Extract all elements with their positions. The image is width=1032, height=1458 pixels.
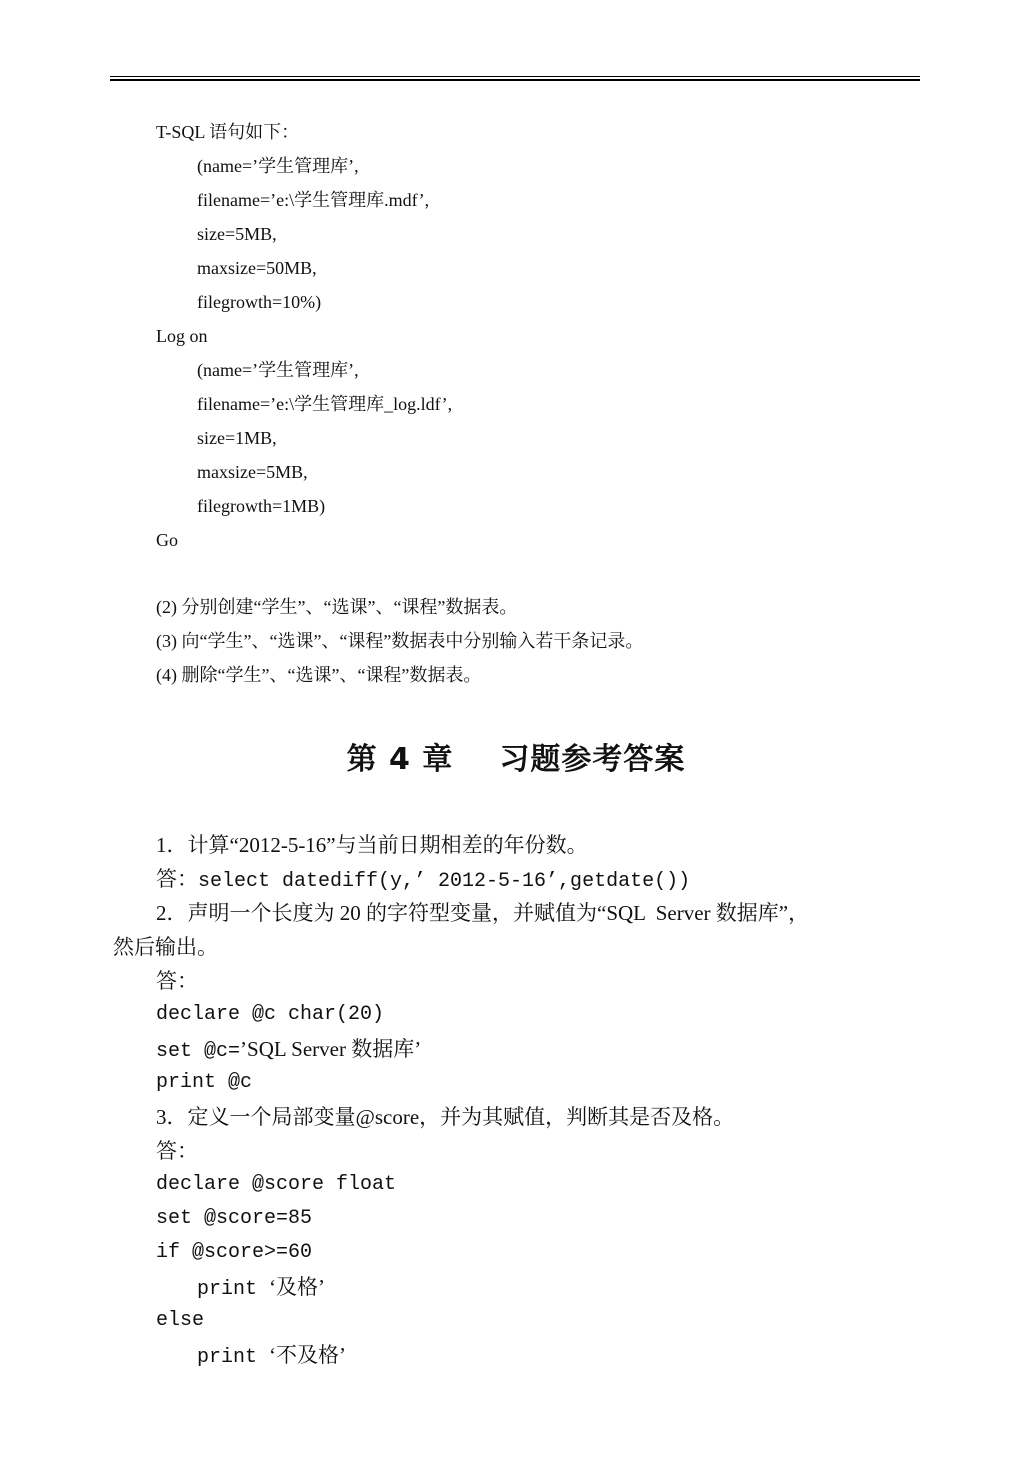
q3-code-else: else [156, 1309, 205, 1332]
q3-code-declare: declare @score float [156, 1173, 397, 1196]
data-file-maxsize: maxsize=50MB, [197, 258, 317, 278]
log-file-name: (name=’学生管理库’, [197, 360, 359, 380]
chapter-title: 习题参考答案 [499, 742, 686, 777]
data-file-size: size=5MB, [197, 224, 277, 244]
log-file-filegrowth: filegrowth=1MB) [197, 496, 326, 516]
log-file-maxsize: maxsize=5MB, [197, 462, 308, 482]
q2-code-set-string: ’SQL Server 数据库’ [240, 1037, 422, 1061]
q3-code-set: set @score=85 [156, 1207, 313, 1230]
q2-code-set [156, 1036, 421, 1065]
q2-code-print: print @c [156, 1071, 253, 1094]
data-file-name: (name=’学生管理库’, [197, 156, 359, 176]
q1-answer-prefix: 答： [156, 867, 198, 891]
chapter-heading [0, 740, 1032, 780]
q3-code-print-pass [197, 1274, 325, 1303]
q3-question: 3．定义一个局部变量@score，并为其赋值，判断其是否及格。 [156, 1105, 735, 1129]
header-rule [110, 76, 920, 81]
log-on-keyword: Log on [156, 326, 208, 346]
tsql-intro: T-SQL 语句如下： [156, 122, 300, 142]
data-file-filename: filename=’e:\学生管理库.mdf’, [197, 190, 430, 210]
q2-code-declare: declare @c char(20) [156, 1003, 385, 1026]
q3-print-pass-string: ‘及格’ [269, 1275, 326, 1299]
q3-print-fail-string: ‘不及格’ [269, 1343, 347, 1367]
q2-code-set-keyword: set @c= [156, 1040, 241, 1063]
q3-print-keyword-2: print [197, 1346, 270, 1369]
q2-answer-prefix: 答： [156, 969, 198, 993]
log-file-size: size=1MB, [197, 428, 277, 448]
q3-print-keyword: print [197, 1278, 270, 1301]
q3-code-if: if @score>=60 [156, 1241, 313, 1264]
q3-answer-prefix: 答： [156, 1139, 198, 1163]
q3-code-print-fail [197, 1342, 346, 1371]
q2-question-line2: 然后输出。 [113, 935, 218, 959]
q2-question-line1: 2．声明一个长度为 20 的字符型变量，并赋值为“SQL Server 数据库”， [156, 901, 810, 925]
item-4: (4) 删除“学生”、“选课”、“课程”数据表。 [156, 665, 482, 685]
q1-answer-code: select datediff(y,’ 2012-5-16’,getdate()) [198, 870, 691, 893]
log-file-filename: filename=’e:\学生管理库_log.ldf’, [197, 394, 453, 414]
item-2: (2) 分别创建“学生”、“选课”、“课程”数据表。 [156, 597, 518, 617]
data-file-filegrowth: filegrowth=10%) [197, 292, 322, 312]
go-keyword: Go [156, 530, 178, 550]
chapter-number: 第 4 章 [346, 742, 454, 777]
q1-answer [156, 866, 690, 895]
item-3: (3) 向“学生”、“选课”、“课程”数据表中分别输入若干条记录。 [156, 631, 644, 651]
q1-question: 1．计算“2012-5-16”与当前日期相差的年份数。 [156, 833, 588, 857]
